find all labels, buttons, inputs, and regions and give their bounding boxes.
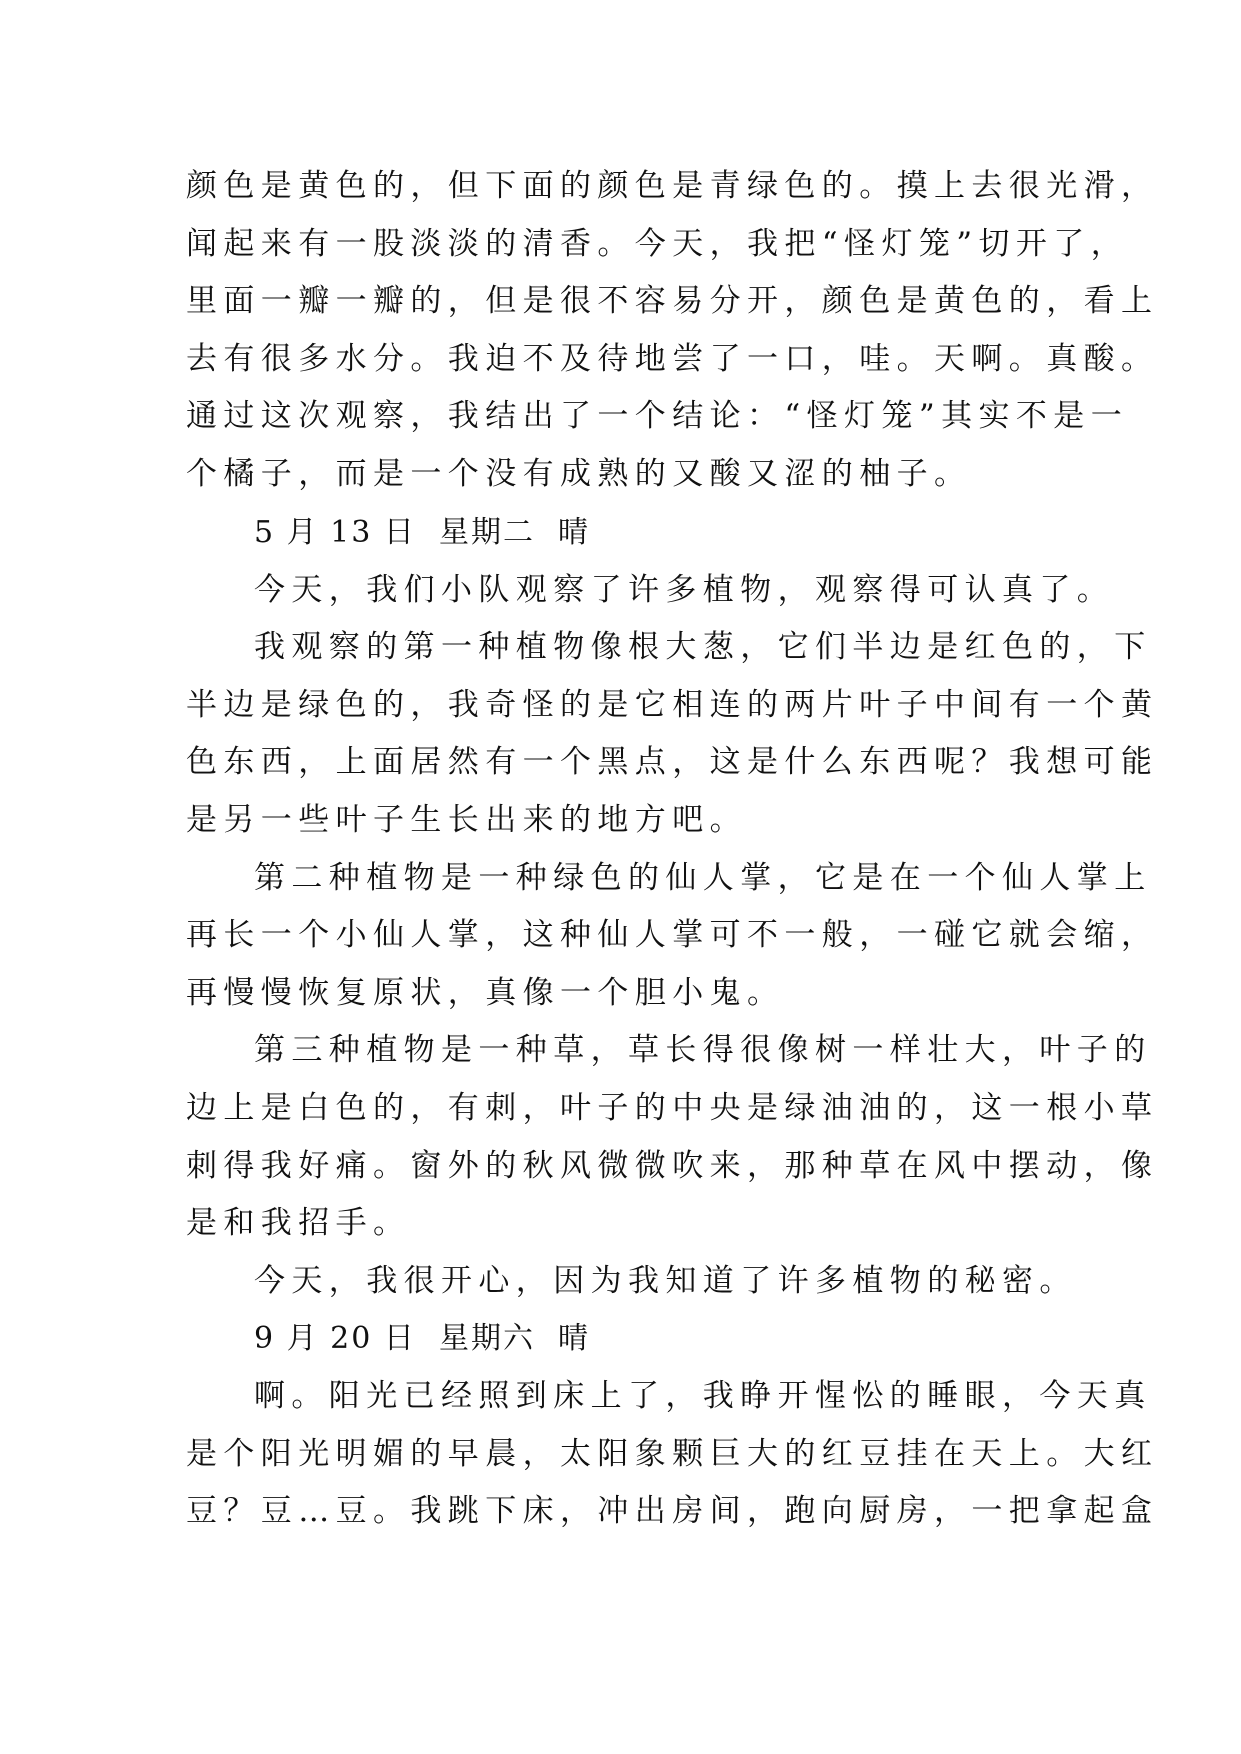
text-line: 再长一个小仙人掌，这种仙人掌可不一般，一碰它就会缩， xyxy=(186,917,1159,954)
text-line: 边上是白色的，有刺，叶子的中央是绿油油的，这一根小草 xyxy=(186,1089,1159,1126)
text-line: 闻起来有一股淡淡的清香。今天，我把“怪灯笼”切开了， xyxy=(186,225,1129,262)
text-line: 里面一瓣一瓣的，但是很不容易分开，颜色是黄色的，看上 xyxy=(186,283,1159,320)
text-line: 刺得我好痛。窗外的秋风微微吹来，那种草在风中摆动，像 xyxy=(186,1147,1159,1184)
paragraph-first-line: 啊。阳光已经照到床上了，我睁开惺忪的睡眼，今天真 xyxy=(254,1378,1152,1415)
text-line: 去有很多水分。我迫不及待地尝了一口，哇。天啊。真酸。 xyxy=(186,340,1159,377)
text-line: 是个阳光明媚的早晨，太阳象颗巨大的红豆挂在天上。大红 xyxy=(186,1435,1159,1472)
text-line: 豆？豆…豆。我跳下床，冲出房间，跑向厨房，一把拿起盒 xyxy=(186,1493,1159,1530)
text-line: 是和我招手。 xyxy=(186,1205,411,1242)
document-body xyxy=(186,158,1159,1541)
paragraph-first-line: 今天，我们小队观察了许多植物，观察得可认真了。 xyxy=(254,571,1115,608)
paragraph-first-line: 第二种植物是一种绿色的仙人掌，它是在一个仙人掌上 xyxy=(254,859,1152,896)
paragraph-first-line: 第三种植物是一种草，草长得很像树一样壮大，叶子的 xyxy=(254,1032,1152,1069)
paragraph-first-line: 今天，我很开心，因为我知道了许多植物的秘密。 xyxy=(254,1262,1077,1299)
paragraph-first-line: 我观察的第一种植物像根大葱，它们半边是红色的，下 xyxy=(254,629,1152,666)
diary-date-heading: 5 月 13 日 星期二 晴 xyxy=(254,514,591,550)
text-line: 色东西，上面居然有一个黑点，这是什么东西呢？我想可能 xyxy=(186,744,1159,781)
text-line: 再慢慢恢复原状，真像一个胆小鬼。 xyxy=(186,974,785,1011)
text-line: 颜色是黄色的，但下面的颜色是青绿色的。摸上去很光滑， xyxy=(186,168,1159,204)
text-line: 半边是绿色的，我奇怪的是它相连的两片叶子中间有一个黄 xyxy=(186,686,1159,723)
text-line: 通过这次观察，我结出了一个结论：“怪灯笼”其实不是一 xyxy=(186,398,1129,435)
text-line: 是另一些叶子生长出来的地方吧。 xyxy=(186,801,747,838)
text-line: 个橘子，而是一个没有成熟的又酸又涩的柚子。 xyxy=(186,455,972,492)
diary-date-heading: 9 月 20 日 星期六 晴 xyxy=(254,1321,591,1357)
